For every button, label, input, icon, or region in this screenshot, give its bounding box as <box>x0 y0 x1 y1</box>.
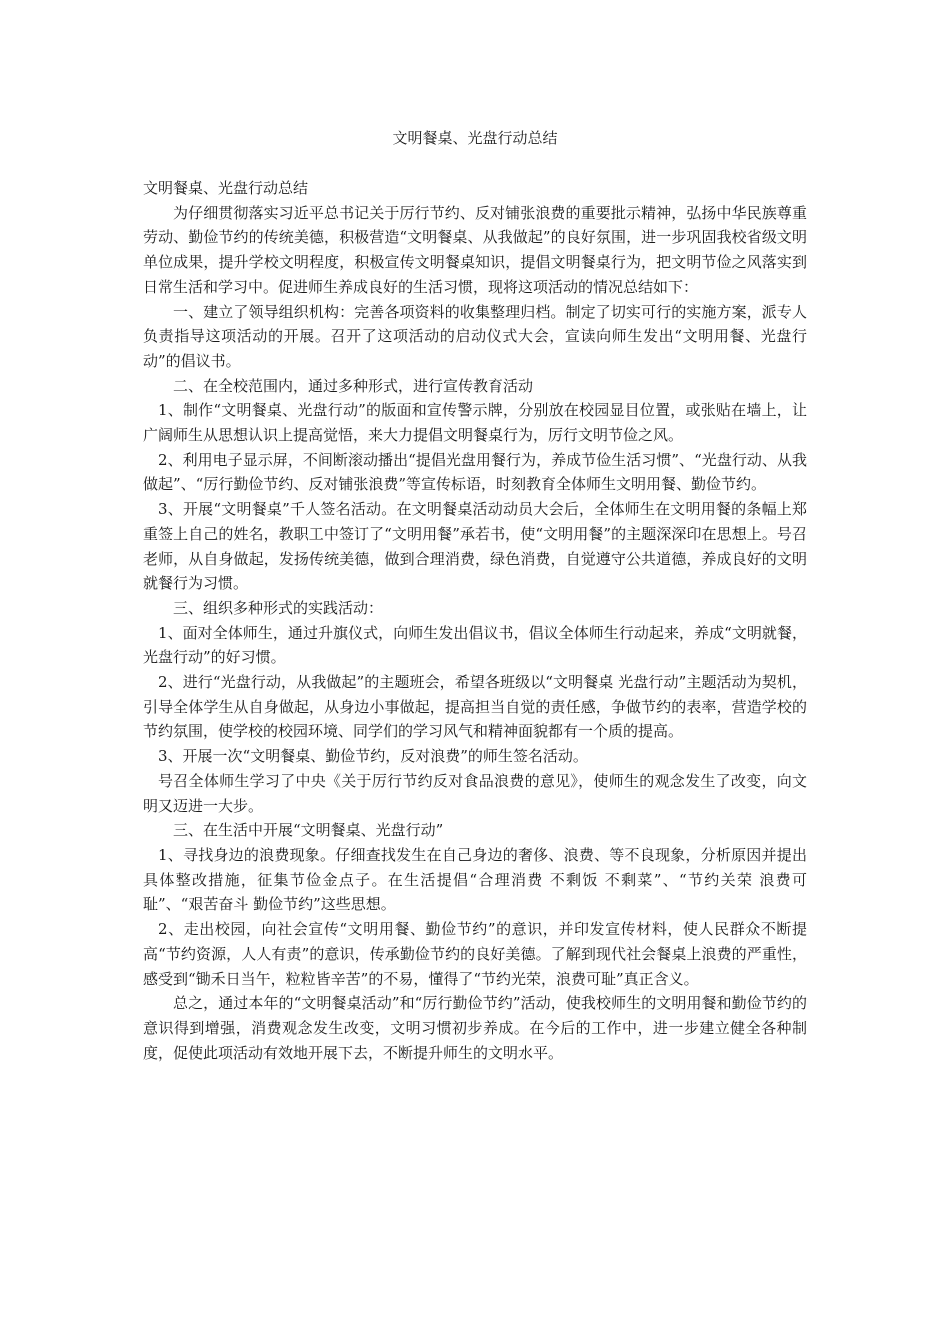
conclusion-paragraph: 总之，通过本年的“文明餐桌活动”和“厉行勤俭节约”活动，使我校师生的文明用餐和勤俭节约的意识得到增强，消费观念发生改变，文明习惯初步养成。在今后的工作中，进一步建立健全各种制度，促使此项活动有效地开展下去，不断提升师生的文明水平。 <box>143 994 807 1062</box>
section-3-heading: 三、组织多种形式的实践活动： <box>173 598 384 617</box>
section-3-item-2: 2、进行“光盘行动，从我做起”的主题班会，希望各班级以“文明餐桌 光盘行动”主题活动为契机，引导全体学生从自身做起，从身边小事做起，提高担当自觉的责任感，争做节约的表率，营造学校的节约氛围，使学校的校园环境、同学们的学习风气和精神面貌都有一个质的提高。 <box>143 673 807 741</box>
section-4-item-1: 1、寻找身边的浪费现象。仔细查找发生在自己身边的奢侈、浪费、等不良现象，分析原因并提出具体整改措施，征集节俭金点子。在生活提倡“合理消费 不剩饭 不剩菜”、“节约关荣 浪费可耻”、“艰苦奋斗 勤俭节约”这些思想。 <box>143 845 807 914</box>
section-4-item-2: 2、走出校园，向社会宣传“文明用餐、勤俭节约”的意识，并印发宣传材料，使人民群众不断提高“节约资源，人人有责”的意识，传承勤俭节约的良好美德。了解到现代社会餐桌上浪费的严重性，感受到“锄禾日当午，粒粒皆辛苦”的不易，懂得了“节约光荣，浪费可耻”真正含义。 <box>143 920 807 988</box>
section-3-item-3: 3、开展一次“文明餐桌、勤俭节约，反对浪费”的师生签名活动。 <box>158 747 588 766</box>
section-2-heading: 二、在全校范围内，通过多种形式，进行宣传教育活动 <box>173 376 534 395</box>
section-2-item-1: 1、制作“文明餐桌、光盘行动”的版面和宣传警示牌，分别放在校园显目位置，或张贴在墙上，让广阔师生从思想认识上提高觉悟，来大力提倡文明餐桌行为，厉行文明节俭之风。 <box>143 401 807 445</box>
section-3-item-1: 1、面对全体师生，通过升旗仪式，向师生发出倡议书，倡议全体师生行动起来，养成“文明就餐，光盘行动”的好习惯。 <box>143 623 807 667</box>
page-title: 文明餐桌、光盘行动总结 <box>392 129 558 147</box>
section-1-paragraph: 一、建立了领导组织机构：完善各项资料的收集整理归档。制定了切实可行的实施方案，派专人负责指导这项活动的开展。召开了这项活动的启动仪式大会，宣读向师生发出“文明用餐、光盘行动”的倡议书。 <box>143 302 807 370</box>
section-2-item-3: 3、开展“文明餐桌”千人签名活动。在文明餐桌活动动员大会后，全体师生在文明用餐的条幅上郑重签上自己的姓名，教职工中签订了“文明用餐”承若书，使“文明用餐”的主题深深印在思想上。号召老师，从自身做起，发扬传统美德，做到合理消费，绿色消费，自觉遵守公共道德，养成良好的文明就餐行为习惯。 <box>143 500 807 593</box>
section-2-item-2: 2、利用电子显示屏，不间断滚动播出“提倡光盘用餐行为，养成节俭生活习惯”、“光盘行动、从我做起”、“厉行勤俭节约、反对铺张浪费”等宣传标语，时刻教育全体师生文明用餐、勤俭节约。 <box>143 450 807 494</box>
section-4-heading: 三、在生活中开展“文明餐桌、光盘行动” <box>173 821 444 840</box>
intro-paragraph: 为仔细贯彻落实习近平总书记关于厉行节约、反对铺张浪费的重要批示精神，弘扬中华民族尊重劳动、勤俭节约的传统美德，积极营造“文明餐桌、从我做起”的良好氛围，进一步巩固我校省级文明单位成果，提升学校文明程度，积极宣传文明餐桌知识，提倡文明餐桌行为，把文明节俭之风落实到日常生活和学习中。促进师生养成良好的生活习惯，现将这项活动的情况总结如下： <box>143 203 807 296</box>
document-subtitle: 文明餐桌、光盘行动总结 <box>143 179 309 197</box>
document-body <box>143 176 807 1065</box>
section-3-note: 号召全体师生学习了中央《关于厉行节约反对食品浪费的意见》，使师生的观念发生了改变，向文明又迈进一大步。 <box>143 771 807 815</box>
